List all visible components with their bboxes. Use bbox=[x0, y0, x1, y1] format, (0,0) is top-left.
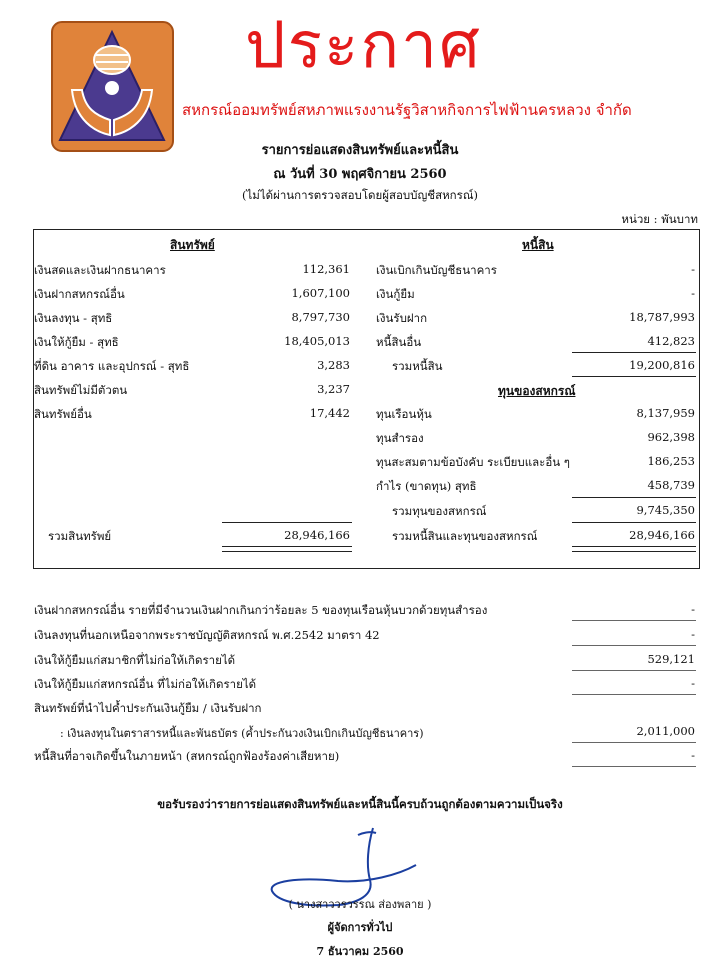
signer-name: ( นางสาววรวรรณ ส่องพลาย ) bbox=[288, 898, 432, 911]
equity-label: ทุนเรือนหุ้น bbox=[376, 407, 432, 421]
coop-logo bbox=[50, 20, 175, 153]
note-label: : เงินลงทุนในตราสารหนี้และพันธบัตร (ค้ำประกันวงเงินเบิกเกินบัญชีธนาคาร) bbox=[60, 727, 424, 740]
asset-label: สินทรัพย์ไม่มีตัวตน bbox=[34, 383, 128, 397]
grand-total-value: 28,946,166 bbox=[629, 528, 695, 542]
equity-total-label: รวมทุนของสหกรณ์ bbox=[392, 504, 487, 518]
liabilities-total-label: รวมหนี้สิน bbox=[392, 359, 443, 373]
asset-value: 3,237 bbox=[317, 382, 350, 396]
equity-total-value: 9,745,350 bbox=[636, 503, 695, 517]
equity-value: 962,398 bbox=[647, 430, 695, 444]
liability-label: เงินรับฝาก bbox=[376, 311, 428, 325]
total-rule bbox=[572, 522, 696, 523]
equity-value: 8,137,959 bbox=[636, 406, 695, 420]
note-rule bbox=[572, 742, 696, 743]
signer-position: ผู้จัดการทั่วไป bbox=[327, 921, 393, 934]
asset-label: ที่ดิน อาคาร และอุปกรณ์ - สุทธิ bbox=[34, 359, 190, 373]
liability-label: เงินเบิกเกินบัญชีธนาคาร bbox=[376, 263, 497, 277]
note-value: - bbox=[691, 676, 695, 690]
asset-label: เงินให้กู้ยืม - สุทธิ bbox=[34, 335, 119, 349]
liability-value: - bbox=[691, 262, 695, 276]
liability-value: - bbox=[691, 286, 695, 300]
note-rule bbox=[572, 670, 696, 671]
liability-value: 18,787,993 bbox=[629, 310, 695, 324]
subtotal-rule bbox=[572, 497, 696, 498]
note-label: สินทรัพย์ที่นำไปค้ำประกันเงินกู้ยืม / เงินรับฝาก bbox=[34, 701, 262, 715]
asset-value: 3,283 bbox=[317, 358, 350, 372]
assets-total-value: 28,946,166 bbox=[284, 528, 350, 542]
assets-heading: สินทรัพย์ bbox=[170, 238, 215, 252]
subtotal-rule bbox=[572, 352, 696, 353]
note-label: เงินฝากสหกรณ์อื่น รายที่มีจำนวนเงินฝากเกินกว่าร้อยละ 5 ของทุนเรือนหุ้นบวกด้วยทุนสำรอง bbox=[34, 603, 488, 617]
liability-value: 412,823 bbox=[647, 334, 695, 348]
note-label: เงินลงทุนที่นอกเหนือจากพระราชบัญญัติสหกรณ์ พ.ศ.2542 มาตรา 42 bbox=[34, 628, 380, 642]
equity-value: 458,739 bbox=[647, 478, 695, 492]
liability-label: เงินกู้ยืม bbox=[376, 287, 415, 301]
note-value: 2,011,000 bbox=[636, 724, 695, 738]
double-rule bbox=[572, 546, 696, 552]
note-rule bbox=[572, 645, 696, 646]
announcement-title: ประกาศ bbox=[245, 9, 482, 83]
liabilities-heading: หนี้สิน bbox=[522, 238, 554, 252]
equity-label: ทุนสำรอง bbox=[376, 431, 424, 445]
liabilities-total-value: 19,200,816 bbox=[629, 358, 695, 372]
equity-label: กำไร (ขาดทุน) สุทธิ bbox=[376, 479, 477, 493]
total-rule bbox=[222, 522, 352, 523]
coop-name: สหกรณ์ออมทรัพย์สหภาพแรงงานรัฐวิสาหกิจการไฟฟ้านครหลวง จำกัด bbox=[182, 101, 632, 119]
note-value: - bbox=[691, 602, 695, 616]
grand-total-label: รวมหนี้สินและทุนของสหกรณ์ bbox=[392, 529, 538, 543]
note-value: - bbox=[691, 748, 695, 762]
note-rule bbox=[572, 620, 696, 621]
note-label: หนี้สินที่อาจเกิดขึ้นในภายหน้า (สหกรณ์ถูกฟ้องร้องค่าเสียหาย) bbox=[34, 749, 340, 763]
asset-value: 1,607,100 bbox=[291, 286, 350, 300]
asset-value: 18,405,013 bbox=[284, 334, 350, 348]
liability-label: หนี้สินอื่น bbox=[376, 335, 422, 349]
asset-label: เงินฝากสหกรณ์อื่น bbox=[34, 287, 125, 301]
note-rule bbox=[572, 766, 696, 767]
note-rule bbox=[572, 694, 696, 695]
signed-date: 7 ธันวาคม 2560 bbox=[316, 945, 404, 958]
subtotal-rule bbox=[572, 376, 696, 377]
double-rule bbox=[222, 546, 352, 552]
balance-table bbox=[33, 229, 700, 569]
asset-value: 17,442 bbox=[309, 406, 350, 420]
note-value: 529,121 bbox=[647, 652, 695, 666]
asset-label: เงินลงทุน - สุทธิ bbox=[34, 311, 113, 325]
statement-date: ณ วันที่ 30 พฤศจิกายน 2560 bbox=[273, 167, 447, 182]
equity-heading: ทุนของสหกรณ์ bbox=[498, 384, 576, 398]
equity-label: ทุนสะสมตามข้อบังคับ ระเบียบและอื่น ๆ bbox=[376, 455, 570, 469]
note-label: เงินให้กู้ยืมแก่สมาชิกที่ไม่ก่อให้เกิดรายได้ bbox=[34, 653, 236, 667]
asset-label: สินทรัพย์อื่น bbox=[34, 407, 92, 421]
note-label: เงินให้กู้ยืมแก่สหกรณ์อื่น ที่ไม่ก่อให้เกิดรายได้ bbox=[34, 677, 257, 691]
note-value: - bbox=[691, 627, 695, 641]
asset-label: เงินสดและเงินฝากธนาคาร bbox=[34, 263, 166, 277]
equity-value: 186,253 bbox=[647, 454, 695, 468]
statement-title: รายการย่อแสดงสินทรัพย์และหนี้สิน bbox=[261, 143, 459, 158]
asset-value: 112,361 bbox=[302, 262, 350, 276]
assets-total-label: รวมสินทรัพย์ bbox=[48, 529, 112, 543]
audit-note: (ไม่ได้ผ่านการตรวจสอบโดยผู้สอบบัญชีสหกรณ์) bbox=[242, 188, 478, 202]
asset-value: 8,797,730 bbox=[291, 310, 350, 324]
unit-label: หน่วย : พันบาท bbox=[621, 212, 698, 226]
certification-text: ขอรับรองว่ารายการย่อแสดงสินทรัพย์และหนี้สินนี้ครบถ้วนถูกต้องตามความเป็นจริง bbox=[157, 797, 563, 811]
